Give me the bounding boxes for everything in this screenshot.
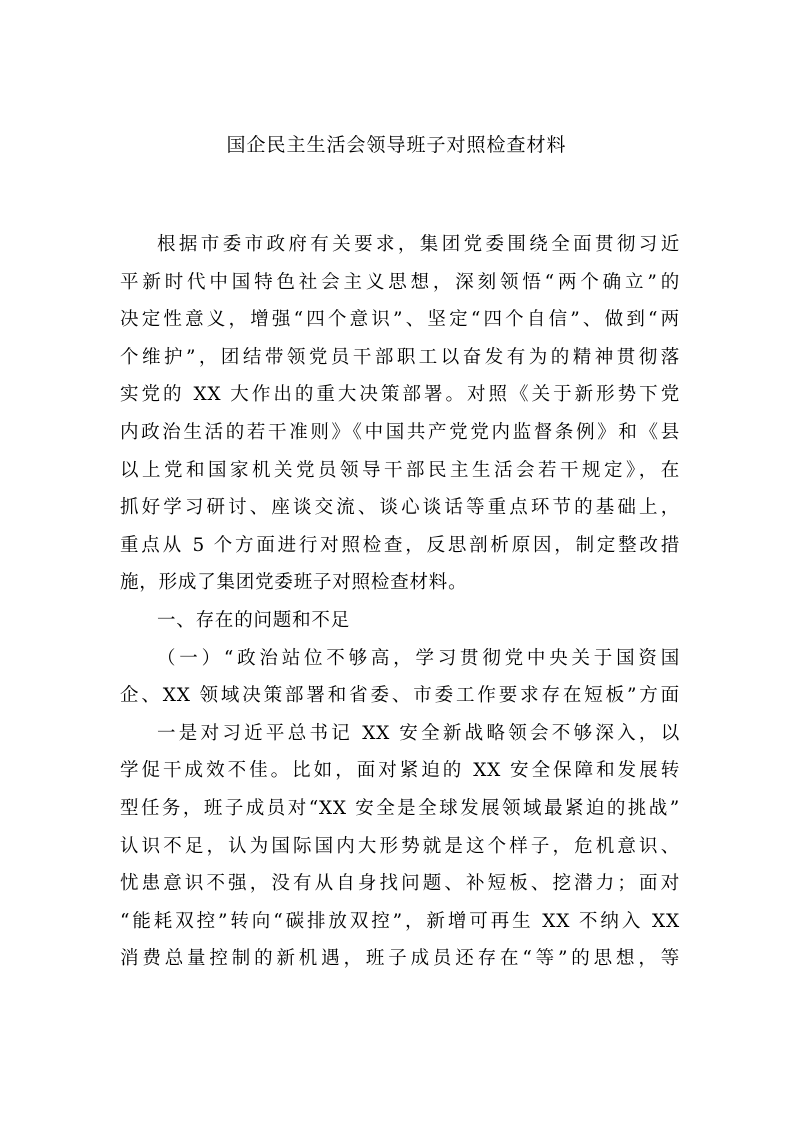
text-line: 实党的 XX 大作出的重大决策部署。对照《关于新形势下党 [120, 384, 680, 406]
text-line: 决定性意义，增强“四个意识”、坚定“四个自信”、做到“两 [120, 309, 680, 331]
text-line: 重点从 5 个方面进行对照检查，反思剖析原因，制定整改措 [120, 534, 680, 556]
page-title: 国企民主生活会领导班子对照检查材料 [226, 134, 567, 156]
text-line: 根据市委市政府有关要求，集团党委围绕全面贯彻习近 [157, 234, 680, 255]
text-line: 忧患意识不强，没有从自身找问题、补短板、挖潜力；面对 [120, 873, 680, 895]
section-heading: 一、存在的问题和不足 [157, 609, 351, 631]
text-line: 平新时代中国特色社会主义思想，深刻领悟“两个确立”的 [120, 271, 680, 293]
body-text [120, 226, 680, 978]
text-line: 个维护”，团结带领党员干部职工以奋发有为的精神贯彻落 [120, 346, 680, 368]
text-line: 消费总量控制的新机遇，班子成员还存在“等”的思想，等 [120, 948, 680, 970]
text-line: 型任务，班子成员对“XX 安全是全球发展领域最紧迫的挑战” [120, 797, 680, 819]
text-line: 施，形成了集团党委班子对照检查材料。 [120, 572, 468, 594]
text-line: 认识不足，认为国际国内大形势就是这个样子，危机意识、 [120, 835, 680, 857]
text-line: 抓好学习研讨、座谈交流、谈心谈话等重点环节的基础上， [120, 497, 680, 519]
text-line: “能耗双控”转向“碳排放双控”，新增可再生 XX 不纳入 XX [120, 910, 680, 932]
text-line: 以上党和国家机关党员领导干部民主生活会若干规定》，在 [120, 459, 680, 481]
text-line: 学促干成效不佳。比如，面对紧迫的 XX 安全保障和发展转 [120, 760, 680, 782]
subsection-heading: 企、XX 领域决策部署和省委、市委工作要求存在短板”方面 [120, 685, 680, 707]
subsection-heading: （一）“政治站位不够高，学习贯彻党中央关于国资国 [157, 647, 680, 669]
text-line: 内政治生活的若干准则》《中国共产党党内监督条例》和《县 [120, 421, 680, 443]
text-line: 一是对习近平总书记 XX 安全新战略领会不够深入，以 [157, 722, 680, 744]
